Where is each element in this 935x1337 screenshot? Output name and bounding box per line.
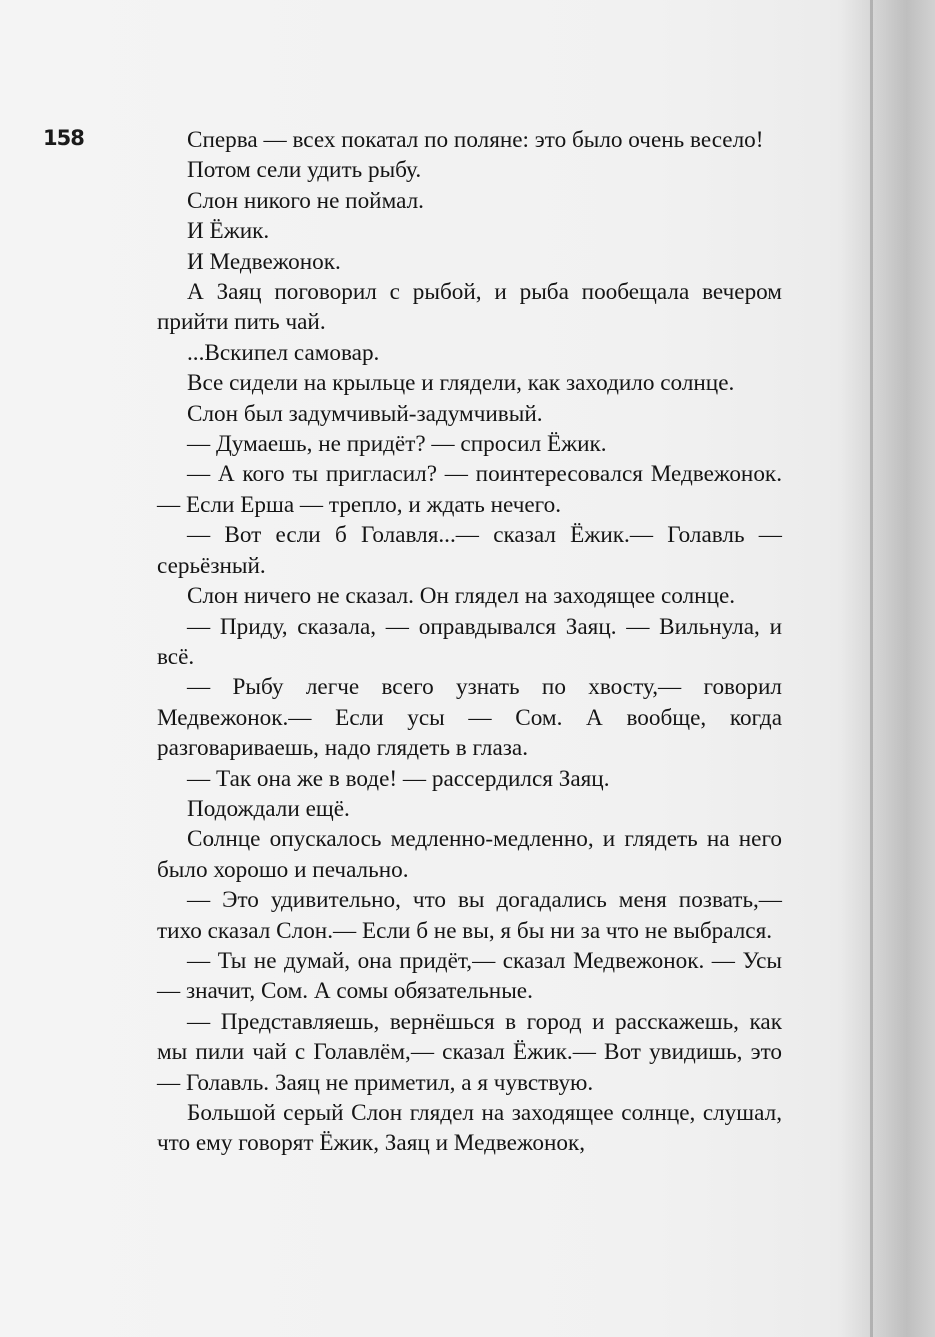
paragraph: — Вот если б Голавля...— сказал Ёжик.— Голавль — серьёзный. <box>157 522 782 579</box>
paragraph: — Это удивительно, что вы догадались меня позвать,— тихо сказал Слон.— Если б не вы, я бы ни за что не выбрался. <box>157 887 782 944</box>
paragraph: Слон ничего не сказал. Он глядел на заходящее солнце. <box>187 583 736 610</box>
paragraph: Солнце опускалось медленно-медленно, и глядеть на него было хорошо и печально. <box>157 826 782 883</box>
paragraph: — Приду, сказала, — оправдывался Заяц. — Вильнула, и всё. <box>157 613 782 670</box>
paragraph: — Ты не думай, она придёт,— сказал Медвежонок. — Усы — значит, Сом. А сомы обязательные. <box>157 947 782 1005</box>
paragraph: Подождали ещё. <box>187 795 350 822</box>
paragraph: — А кого ты пригласил? — поинтересовался Медвежонок. — Если Ерша — трепло, и ждать нечего. <box>157 461 782 518</box>
binding-line <box>870 0 873 1337</box>
paragraph: И Ёжик. <box>187 218 270 245</box>
paragraph: И Медвежонок. <box>187 248 341 275</box>
paragraph: — Думаешь, не придёт? — спросил Ёжик. <box>187 431 607 458</box>
paragraph: Все сидели на крыльце и глядели, как заходило солнце. <box>187 370 735 397</box>
page-number: 158 <box>43 126 84 150</box>
paragraph: — Рыбу легче всего узнать по хвосту,— говорил Медвежонок.— Если усы — Сом. А вообще, когда разговариваешь, надо глядеть в глаза. <box>157 674 782 762</box>
paragraph: Слон был задумчивый-задумчивый. <box>187 400 543 427</box>
paragraph: Слон никого не поймал. <box>187 187 424 214</box>
paragraph: Сперва — всех покатал по поляне: это было очень весело! <box>187 127 764 153</box>
body-text <box>157 125 782 1159</box>
paragraph: ...Вскипел самовар. <box>187 339 380 366</box>
paragraph: — Представляешь, вернёшься в город и расскажешь, как мы пили чай с Голавлём,— сказал Ёжик.— Вот увидишь, это — Голавль. Заяц не приметил, а я чувствую. <box>157 1008 782 1096</box>
paragraph: А Заяц поговорил с рыбой, и рыба пообещала вечером прийти пить чай. <box>157 279 782 336</box>
paragraph: — Так она же в воде! — рассердился Заяц. <box>187 765 610 792</box>
paragraph: Потом сели удить рыбу. <box>187 157 422 184</box>
binding-shadow <box>840 0 935 1337</box>
paragraph: Большой серый Слон глядел на заходящее солнце, слушал, что ему говорят Ёжик, Заяц и Медвежонок, <box>157 1100 782 1157</box>
